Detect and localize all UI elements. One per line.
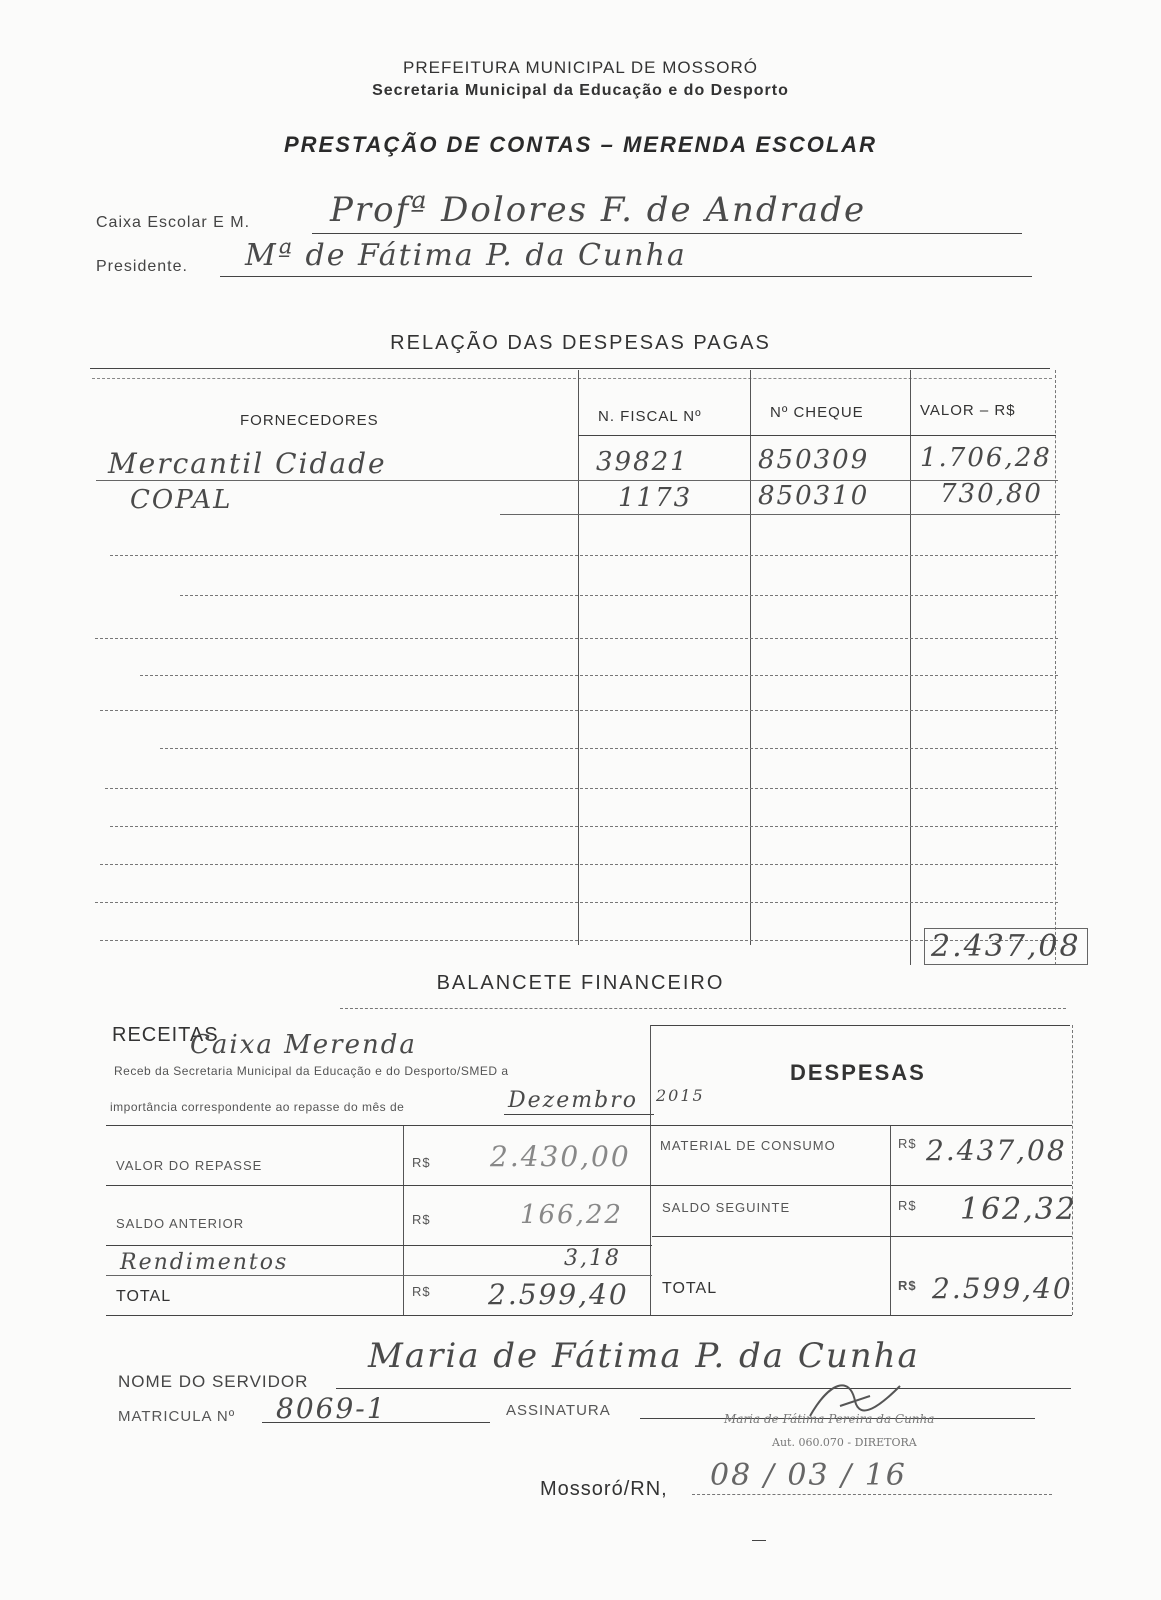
matricula-line xyxy=(262,1422,490,1423)
balancete-row-line-3b xyxy=(652,1236,1072,1237)
row2-cheque: 850310 xyxy=(758,481,870,511)
matricula-label: MATRICULA Nº xyxy=(118,1408,236,1425)
row1-valor: 1.706,28 xyxy=(920,443,1052,473)
material-consumo-value: 2.437,08 xyxy=(926,1134,1067,1167)
balancete-center-divider xyxy=(650,1025,651,1315)
bottom-mark xyxy=(752,1540,766,1541)
balancete-row-line-4 xyxy=(106,1275,652,1276)
saldo-seguinte-label: SALDO SEGUINTE xyxy=(662,1200,791,1215)
rendimentos-value: 3,18 xyxy=(564,1246,621,1271)
row2-valor: 730,80 xyxy=(940,479,1043,509)
total-receitas-currency: R$ xyxy=(412,1284,431,1299)
balancete-row-line-1 xyxy=(106,1125,1072,1126)
total-receitas-label: TOTAL xyxy=(116,1288,172,1305)
row1-nfiscal: 39821 xyxy=(596,447,689,477)
saldo-seguinte-currency: R$ xyxy=(898,1198,917,1213)
empty-row-line xyxy=(110,826,1058,827)
assinatura-label: ASSINATURA xyxy=(506,1402,611,1419)
receitas-label: RECEITAS xyxy=(112,1024,219,1046)
caixa-escolar-value: Profª Dolores F. de Andrade xyxy=(330,190,867,230)
empty-row-line xyxy=(100,940,1058,941)
saldo-seguinte-value: 162,32 xyxy=(960,1192,1077,1227)
row1-line xyxy=(96,480,1058,481)
receitas-text-2: importância correspondente ao repasse do mês de xyxy=(110,1100,405,1114)
local-label: Mossoró/RN, xyxy=(540,1478,668,1500)
despesas-pagas-title: RELAÇÃO DAS DESPESAS PAGAS xyxy=(390,332,771,354)
mes-line xyxy=(504,1114,654,1115)
row1-cheque: 850309 xyxy=(758,445,870,475)
empty-row-line xyxy=(140,675,1058,676)
receitas-text-1: Receb da Secretaria Municipal da Educação e do Desporto/SMED a xyxy=(114,1064,509,1078)
matricula-value: 8069-1 xyxy=(276,1392,387,1425)
empty-row-line xyxy=(110,555,1058,556)
valor-repasse-value: 2.430,00 xyxy=(490,1140,631,1173)
caixa-escolar-label: Caixa Escolar E M. xyxy=(96,214,251,231)
col-header-cheque: Nº CHEQUE xyxy=(770,404,864,421)
empty-row-line xyxy=(180,595,1058,596)
saldo-anterior-label: SALDO ANTERIOR xyxy=(116,1216,245,1231)
total-receitas-value: 2.599,40 xyxy=(488,1278,629,1311)
despesas-value-divider xyxy=(890,1125,891,1315)
empty-row-line xyxy=(100,864,1058,865)
col-header-nfiscal: N. FISCAL Nº xyxy=(598,408,702,425)
header-bottom-line xyxy=(578,435,1056,436)
material-consumo-label: MATERIAL DE CONSUMO xyxy=(660,1138,836,1153)
valor-repasse-currency: R$ xyxy=(412,1155,431,1170)
presidente-label: Presidente. xyxy=(96,258,188,275)
page-title: PRESTAÇÃO DE CONTAS – MERENDA ESCOLAR xyxy=(283,132,878,157)
balancete-row-line-2 xyxy=(106,1185,1072,1186)
empty-row-line xyxy=(100,710,1058,711)
receitas-mes: Dezembro xyxy=(508,1088,638,1113)
header-prefeitura: PREFEITURA MUNICIPAL DE MOSSORÓ xyxy=(403,58,758,77)
servidor-line xyxy=(336,1388,1071,1389)
col-divider-3 xyxy=(910,370,911,965)
row2-line xyxy=(500,514,1060,515)
total-despesas-currency: R$ xyxy=(898,1278,917,1293)
empty-row-line xyxy=(95,902,1058,903)
date-line xyxy=(692,1494,1052,1495)
receitas-value-divider xyxy=(403,1125,404,1315)
header-secretaria: Secretaria Municipal da Educação e do Desporto xyxy=(372,82,789,99)
valor-repasse-label: VALOR DO REPASSE xyxy=(116,1158,263,1173)
col-divider-4 xyxy=(1055,370,1056,965)
caixa-escolar-line xyxy=(312,233,1022,234)
balancete-top-line xyxy=(340,1008,1066,1009)
row2-fornecedor: COPAL xyxy=(130,485,233,515)
presidente-line xyxy=(220,276,1032,277)
col-divider-1 xyxy=(578,370,579,945)
empty-row-line xyxy=(95,638,1058,639)
col-header-valor: VALOR – R$ xyxy=(920,402,1016,419)
despesas-label: DESPESAS xyxy=(790,1060,926,1085)
table-top-border xyxy=(90,368,1050,369)
servidor-label: NOME DO SERVIDOR xyxy=(118,1372,309,1391)
table-top-border-2 xyxy=(92,378,1052,379)
col-divider-2 xyxy=(750,370,751,945)
balancete-title: BALANCETE FINANCEIRO xyxy=(436,972,725,994)
total-despesas-value: 2.599,40 xyxy=(932,1272,1073,1305)
row1-fornecedor: Mercantil Cidade xyxy=(108,447,387,480)
footer-date: 08 / 03 / 16 xyxy=(710,1458,907,1493)
material-consumo-currency: R$ xyxy=(898,1136,917,1151)
stamp-name: Maria de Fátima Pereira da Cunha xyxy=(724,1412,935,1426)
despesas-box-top xyxy=(650,1025,1070,1026)
saldo-anterior-currency: R$ xyxy=(412,1212,431,1227)
saldo-anterior-value: 166,22 xyxy=(520,1200,623,1230)
receitas-handwritten: Caixa Merenda xyxy=(190,1030,417,1060)
empty-row-line xyxy=(160,748,1058,749)
balancete-bottom-line xyxy=(106,1315,1072,1316)
total-despesas-label: TOTAL xyxy=(662,1280,718,1297)
col-header-fornecedores: FORNECEDORES xyxy=(240,412,379,429)
presidente-value: Mª de Fátima P. da Cunha xyxy=(245,238,687,273)
rendimentos-label: Rendimentos xyxy=(120,1250,289,1275)
receitas-ano: 2015 xyxy=(656,1086,705,1105)
despesas-total: 2.437,08 xyxy=(924,928,1088,965)
empty-row-line xyxy=(105,788,1058,789)
servidor-value: Maria de Fátima P. da Cunha xyxy=(368,1336,920,1376)
stamp-line2: Aut. 060.070 - DIRETORA xyxy=(772,1436,917,1449)
row2-nfiscal: 1173 xyxy=(618,483,693,513)
